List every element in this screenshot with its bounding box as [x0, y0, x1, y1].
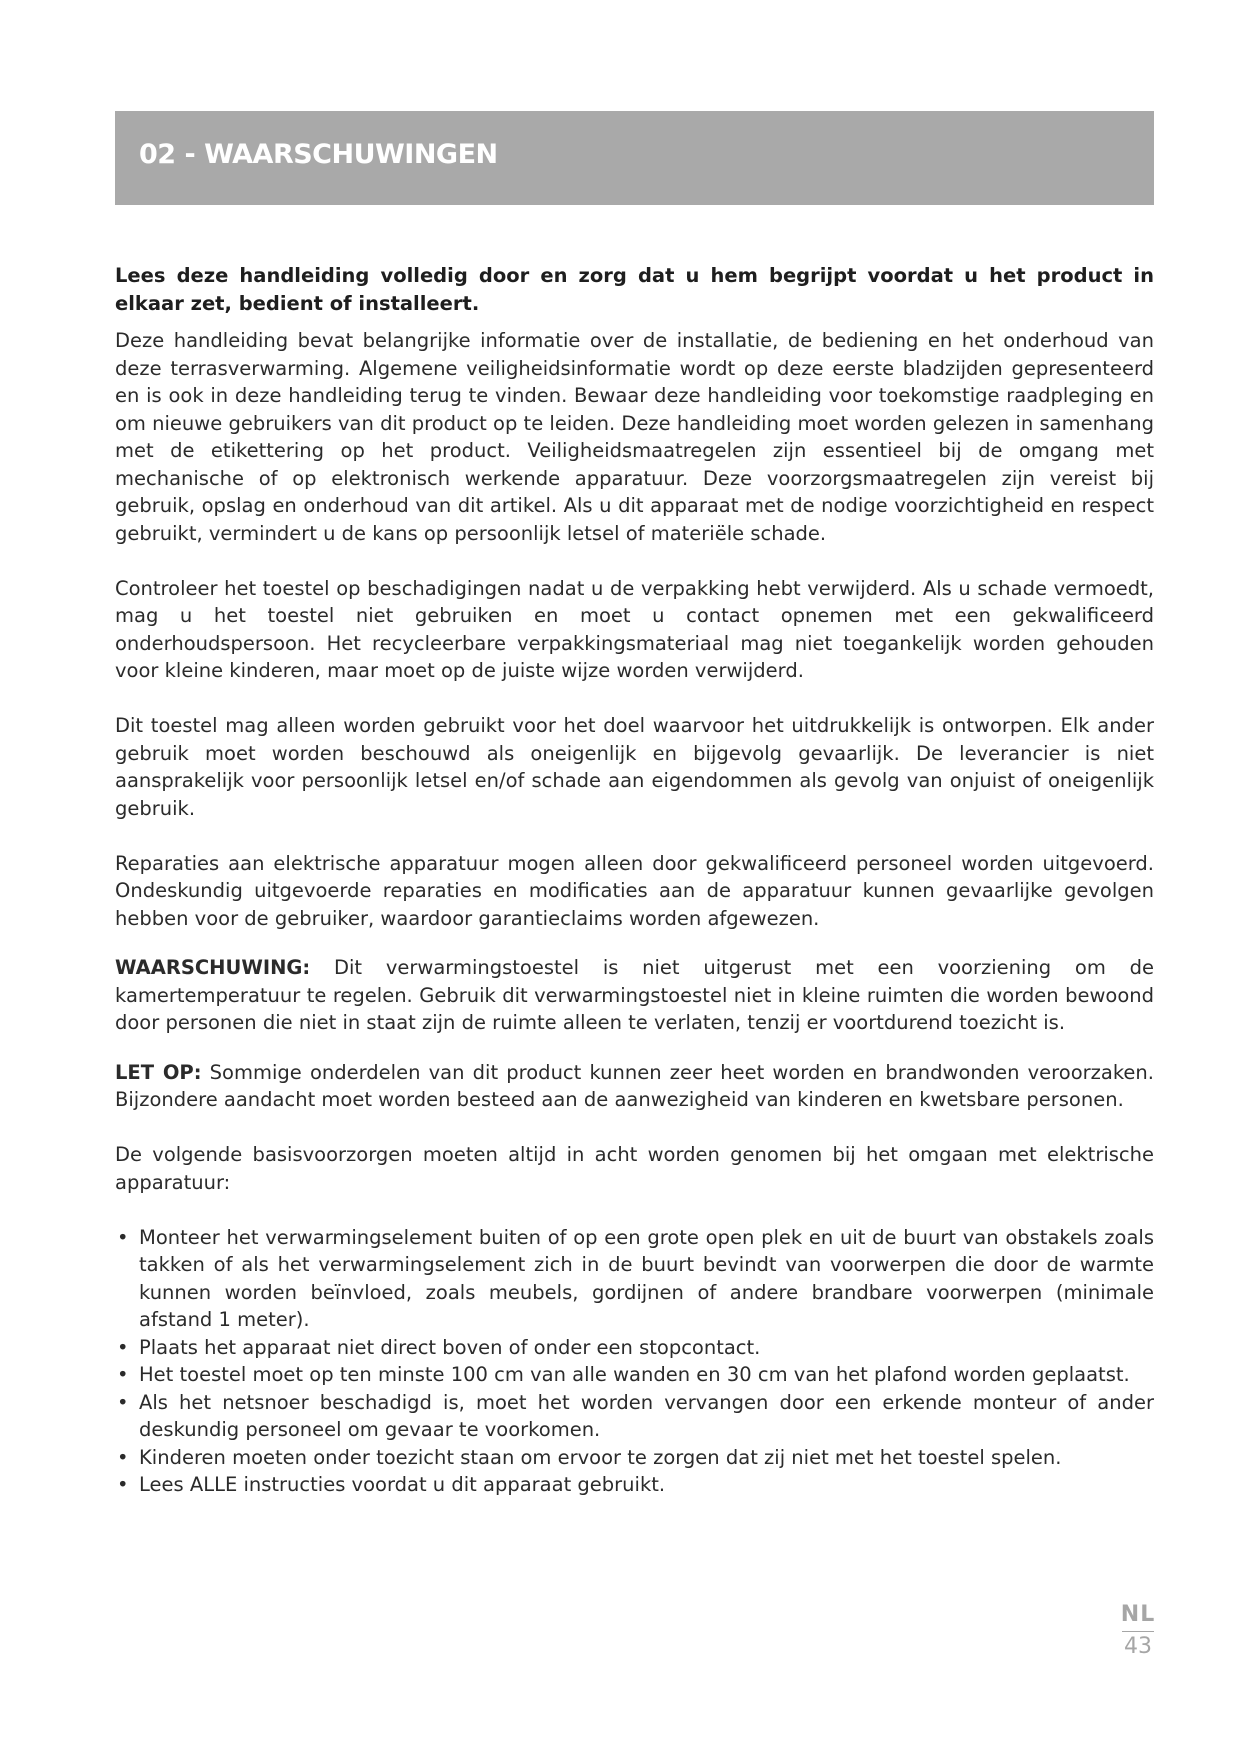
language-code: NL — [1120, 1602, 1156, 1627]
list-item: • Kinderen moeten onder toezicht staan om ervoor te zorgen dat zij niet met het toestel spelen. — [115, 1444, 1154, 1472]
footer-divider — [1122, 1631, 1154, 1632]
section-title: 02 - WAARSCHUWINGEN — [139, 139, 498, 170]
caution-paragraph — [115, 1059, 1154, 1114]
document-body — [115, 262, 1154, 1499]
warning-paragraph — [115, 954, 1154, 1037]
list-item: • Lees ALLE instructies voordat u dit apparaat gebruikt. — [115, 1471, 1154, 1499]
paragraph-check-damage: Controleer het toestel op beschadigingen nadat u de verpakking hebt verwijderd. Als u schade vermoedt, mag u het toestel niet gebruiken en moet u contact opnemen met een gekwalificeerd onderhoudspersoon. Het recycleerbare verpakkingsmateriaal mag niet toegankelijk worden gehouden voor kleine kinderen, maar moet op de juiste wijze worden verwijderd. — [115, 576, 1154, 682]
precautions-list — [115, 1224, 1154, 1499]
list-item: • Plaats het apparaat niet direct boven of onder een stopcontact. — [115, 1334, 1154, 1362]
warning-text: Dit verwarmingstoestel is niet uitgerust met een voorziening om de kamertemperatuur te regelen. Gebruik dit verwarmingstoestel niet in kleine ruimten die worden bewoond door personen die niet in staat zijn de ruimte alleen te verlaten, tenzij er voortdurend toezicht is. — [115, 956, 1154, 1034]
paragraph-intended-use: Dit toestel mag alleen worden gebruikt voor het doel waarvoor het uitdrukkelijk is ontworpen. Elk ander gebruik moet worden beschouwd als oneigenlijk en bijgevolg gevaarlijk. De leverancier is niet aansprakelijk voor persoonlijk letsel en/of schade aan eigendommen als gevolg van onjuist of oneigenlijk gebruik. — [115, 714, 1154, 820]
caution-label: LET OP: — [115, 1060, 202, 1084]
list-item: • Als het netsnoer beschadigd is, moet het worden vervangen door een erkende monteur of ander deskundig personeel om gevaar te voorkomen. — [115, 1389, 1154, 1444]
list-item: • Monteer het verwarmingselement buiten of op een grote open plek en uit de buurt van obstakels zoals takken of als het verwarmingselement zich in de buurt bevindt van voorwerpen die door de warmte kunnen worden beïnvloed, zoals meubels, gordijnen of andere brandbare voorwerpen (minimale afstand 1 meter). — [115, 1224, 1154, 1334]
caution-text: Sommige onderdelen van dit product kunnen zeer heet worden en brandwonden veroorzaken. Bijzondere aandacht moet worden besteed aan de aanwezigheid van kinderen en kwetsbare personen. — [115, 1060, 1154, 1111]
intro-paragraph: Lees deze handleiding volledig door en zorg dat u hem begrijpt voordat u het product in elkaar zet, bedient of installeert. — [115, 264, 1154, 315]
paragraph-repairs: Reparaties aan elektrische apparatuur mogen alleen door gekwalificeerd personeel worden uitgevoerd. Ondeskundig uitgevoerde reparaties en modificaties aan de apparatuur kunnen gevaarlijke gevolgen hebben voor de gebruiker, waardoor garantieclaims worden afgewezen. — [115, 851, 1154, 930]
page-number: 43 — [1124, 1634, 1152, 1659]
precautions-intro: De volgende basisvoorzorgen moeten altijd in acht worden genomen bij het omgaan met elektrische apparatuur: — [115, 1143, 1154, 1194]
section-header-bar — [115, 111, 1154, 205]
paragraph-general-info: Deze handleiding bevat belangrijke informatie over de installatie, de bediening en het onderhoud van deze terrasverwarming. Algemene veiligheidsinformatie wordt op deze eerste bladzijden gepresenteerd en is ook in deze handleiding terug te vinden. Bewaar deze handleiding voor toekomstige raadpleging en om nieuwe gebruikers van dit product op te leiden. Deze handleiding moet worden gelezen in samenhang met de etikettering op het product. Veiligheidsmaatregelen zijn essentieel bij de omgang met mechanische of op elektronisch werkende apparatuur. Deze voorzorgsmaatregelen zijn vereist bij gebruik, opslag en onderhoud van dit artikel. Als u dit apparaat met de nodige voorzichtigheid en respect gebruikt, vermindert u de kans op persoonlijk letsel of materiële schade. — [115, 329, 1154, 545]
warning-label: WAARSCHUWING: — [115, 956, 311, 979]
list-item: • Het toestel moet op ten minste 100 cm van alle wanden en 30 cm van het plafond worden geplaatst. — [115, 1361, 1154, 1389]
page-footer — [1118, 1602, 1158, 1660]
